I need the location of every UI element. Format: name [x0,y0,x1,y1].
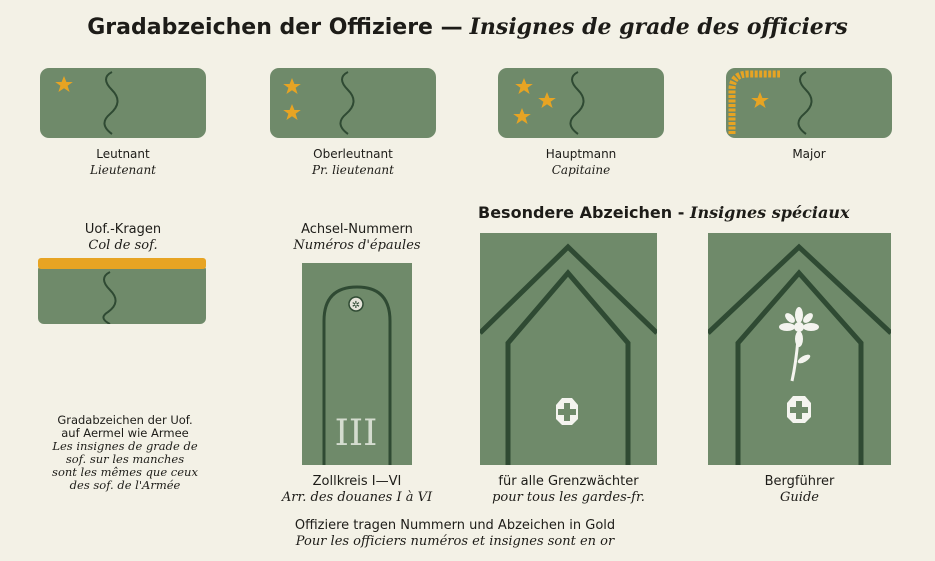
note-uof: Gradabzeichen der Uof. auf Aermel wie Armee Les insignes de grade de sof. sur les manches sont les mêmes que ceux des sof. de l'Armée [52,413,198,492]
title-german: Gradabzeichen der Offiziere — [87,15,463,40]
patch-collar [38,258,206,324]
button-icon-glyph: ✲ [351,300,361,311]
page-title [0,14,935,40]
caption-bergfuehrer: Bergführer Guide [764,474,835,505]
special-heading: Besondere Abzeichen - Insignes spéciaux [478,203,850,222]
patch-hauptmann [498,68,664,138]
caption-hauptmann: Hauptmann Capitaine [545,147,617,177]
patch-grenzwaechter [480,233,657,465]
shoulder-strap [302,263,412,465]
gold-stripe [38,258,206,269]
caption-grenzwaechter: für alle Grenzwächter pour tous les gardes-fr. [492,474,645,505]
caption-collar: Uof.-Kragen Col de sof. [84,222,162,253]
caption-major: Major [792,147,826,161]
patch-major [726,68,892,138]
caption-shoulder: Achsel-Nummern Numéros d'épaules [293,222,421,253]
caption-leutnant: Leutnant Lieutenant [90,147,156,177]
patch-bergfuehrer [708,233,891,465]
caption-oberleutnant: Oberleutnant Pr. lieutenant [312,147,394,177]
footer-note: Offiziere tragen Nummern und Abzeichen in Gold Pour les officiers numéros et insignes sont en or [294,518,616,549]
patch-oberleutnant [270,68,436,138]
caption-zollkreis: Zollkreis I—VI Arr. des douanes I à VI [281,474,433,505]
shoulder-numeral: III [334,413,378,454]
title-french: Insignes de grade des officiers [469,14,848,40]
patch-leutnant [40,68,206,138]
